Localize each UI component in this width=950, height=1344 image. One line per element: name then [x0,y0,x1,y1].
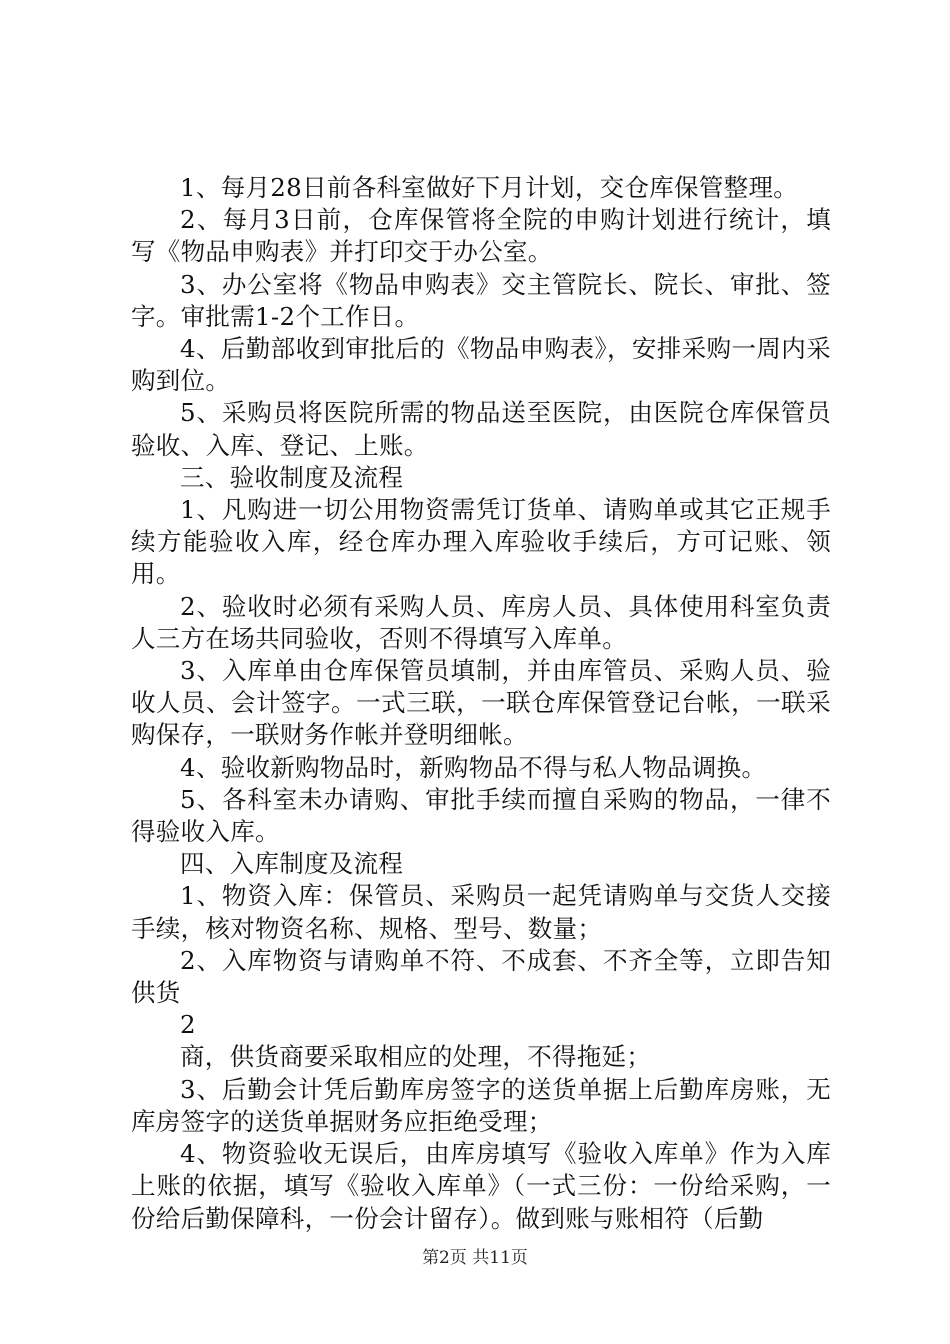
paragraph-8: 3、入库单由仓库保管员填制，并由库管员、采购人员、验收人员、会计签字。一式三联，一联仓库保管登记台帐，一联采购保存，一联财务作帐并登明细帐。 [131,656,831,750]
paragraph-5: 5、采购员将医院所需的物品送至医院，由医院仓库保管员验收、入库、登记、上账。 [131,398,831,460]
paragraph-2: 2、每月3日前，仓库保管将全院的申购计划进行统计，填写《物品申购表》并打印交于办公室。 [131,205,831,267]
paragraph-10: 5、各科室未办请购、审批手续而擅自采购的物品，一律不得验收入库。 [131,784,831,847]
document-body [131,172,831,1235]
inline-page-marker: 2 [180,1010,196,1040]
paragraph-1: 1、每月28日前各科室做好下月计划，交仓库保管整理。 [180,173,799,202]
paragraph-4: 4、后勤部收到审批后的《物品申购表》，安排采购一周内采购到位。 [131,334,831,396]
paragraph-14: 3、后勤会计凭后勤库房签字的送货单据上后勤库房账，无库房签字的送货单据财务应拒绝受理； [131,1074,831,1136]
paragraph-6: 1、凡购进一切公用物资需凭订货单、请购单或其它正规手续方能验收入库，经仓库办理入库验收手续后，方可记账、领用。 [131,495,831,589]
paragraph-3: 3、办公室将《物品申购表》交主管院长、院长、审批、签字。审批需1-2个工作日。 [131,269,831,331]
page-footer: 第2页 共11页 [422,1248,528,1268]
paragraph-11: 1、物资入库：保管员、采购员一起凭请购单与交货人交接手续，核对物资名称、规格、型号、数量； [131,881,831,943]
paragraph-9: 4、验收新购物品时，新购物品不得与私人物品调换。 [180,752,767,782]
paragraph-12: 2、入库物资与请购单不符、不成套、不齐全等，立即告知供货 [131,945,831,1008]
paragraph-7: 2、验收时必须有采购人员、库房人员、具体使用科室负责人三方在场共同验收，否则不得填写入库单。 [131,591,831,653]
section-heading-4: 四、入库制度及流程 [180,849,404,879]
paragraph-15: 4、物资验收无误后，由库房填写《验收入库单》作为入库上账的依据，填写《验收入库单》（一式三份：一份给采购，一份给后勤保障科，一份会计留存）。做到账与账相符（后勤 [131,1139,831,1233]
paragraph-13: 商，供货商要采取相应的处理，不得拖延； [180,1042,652,1072]
section-heading-3: 三、验收制度及流程 [180,462,404,492]
